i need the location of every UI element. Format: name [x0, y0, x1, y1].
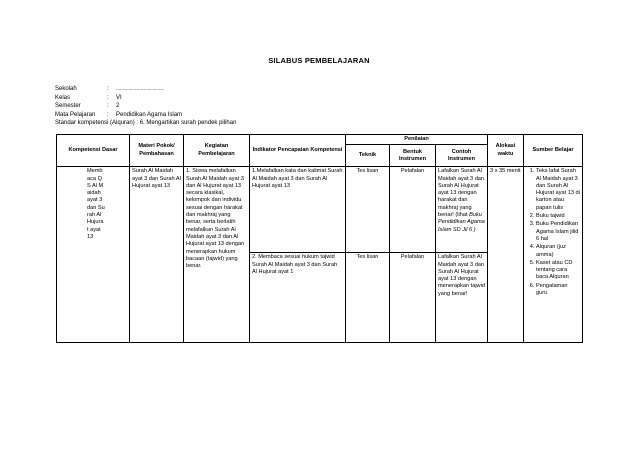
- cell-contoh-1: [436, 167, 488, 253]
- meta-row-semester: [55, 102, 236, 111]
- meta-value: VI: [116, 94, 122, 101]
- meta-label: Kelas: [55, 94, 71, 101]
- header-alokasi: Alokasi waktu: [488, 135, 524, 167]
- meta-value: ……………………: [116, 86, 164, 92]
- list-item: 6. Pengalaman guru: [536, 283, 580, 298]
- competency-standard: Standar kompetensi (Alquran) : 6. Mengartikan surah pendek pilihan: [55, 120, 237, 127]
- list-item: 2. Buku tajwid: [536, 213, 580, 220]
- header-indikator: Indikator Pencapaian Kompetensi: [250, 135, 346, 167]
- meta-label: Semester: [55, 103, 81, 110]
- syllabus-table: [56, 134, 583, 343]
- cell-materi: Surah Al Maidah ayat 3 dan Surah Al Hujurat ayat 13: [130, 167, 184, 343]
- meta-row-subject: [55, 111, 236, 120]
- list-item: 5. Kaset atau CD tentang cara baca Alquran: [536, 260, 580, 282]
- list-item: 4. Alquran (juz amma): [536, 244, 580, 259]
- meta-label: Mata Pelajaran: [55, 111, 96, 118]
- header-kegiatan: Kegiatan Pembelajaran: [184, 135, 250, 167]
- header-bentuk: Bentuk Instrumen: [390, 145, 436, 167]
- contoh-2-text: Lafalkan Surah Al Maidah ayat 3 dan Surah Al Hujurat ayat 13 dengan menerapkan tajwid yang benar!: [438, 254, 485, 297]
- list-item: 3. Buku Pendidikan Agama Islam jilid 6 hal: [536, 221, 580, 243]
- list-item: 1. Teks lafal Surah Al Maidah ayat 3 dan Surah Al Hujurat ayat 13 di karton atau papan tulis: [536, 168, 580, 212]
- page-title: SILABUS PEMBELAJARAN: [268, 56, 370, 65]
- cell-kompetensi: [57, 167, 130, 343]
- header-kompetensi: Kompetensi Dasar: [57, 135, 130, 167]
- meta-colon: :: [107, 111, 109, 118]
- cell-indikator-2: 2. Membaca sesuai hukum tajwid Surah Al Maidah ayat 3 dan Surah Al Hujurat ayat 1: [250, 253, 346, 343]
- cell-teknik-2: Tes lisan: [346, 253, 390, 343]
- document-meta: [55, 85, 236, 128]
- sumber-list: [526, 168, 580, 297]
- cell-kegiatan: 1. Siswa melafalkan Surah Al Maidah ayat 3 dan Al Hujurat ayat 13 secara klasikal, kelompok dan individu sesuai dengan harakat dan makhraj yang benar, serta berlatih melafalkan Surah Al Maidah ayat 3 dan Al Hujurat ayat 13 dengan menerapkan hukum bacaan (tajwid) yang benar.: [184, 167, 250, 343]
- meta-row-class: [55, 94, 236, 103]
- header-sumber: Sumber Belajar: [524, 135, 583, 167]
- cell-bentuk-1: Pelafalan: [390, 167, 436, 253]
- header-teknik: Teknik: [346, 145, 390, 167]
- cell-indikator-1: 1.Melafalkan kata dan kalimat Surah Al Maidah ayat 3 dan Surah Al Hujurat ayat 13: [250, 167, 346, 253]
- meta-colon: :: [107, 103, 109, 110]
- cell-alokasi: 3 x 35 menit: [488, 167, 524, 343]
- cell-bentuk-2: Pelafalan: [390, 253, 436, 343]
- meta-row-school: [55, 85, 236, 94]
- meta-label: Sekolah: [55, 86, 77, 92]
- cell-teknik-1: Tes lisan: [346, 167, 390, 253]
- contoh-1-text: Lafalkan Surah Al Maidah ayat 3 dan Surah Al Hujurat ayat 13 dengan harakat dan makhraj yang benar! (lihat: [438, 168, 485, 219]
- header-penilaian: Penilaian: [346, 135, 488, 145]
- cell-contoh-2: [436, 253, 488, 343]
- contoh-1-reference: Buku Pendidikan Agama Islam SD Jil 6 ): [438, 212, 485, 233]
- meta-value: 2: [116, 103, 120, 110]
- kompetensi-text: Membaca QS Al Maidah ayat 3 dan Surah Al Hujurat ayat 13: [87, 168, 105, 240]
- header-contoh: Contoh Instrumen: [436, 145, 488, 167]
- meta-colon: :: [107, 94, 109, 101]
- meta-value: Pendidikan Agama Islam: [116, 111, 183, 118]
- meta-colon: :: [107, 86, 109, 92]
- header-materi: Materi Pokok/ Pembahasan: [130, 135, 184, 167]
- cell-sumber: [524, 167, 583, 343]
